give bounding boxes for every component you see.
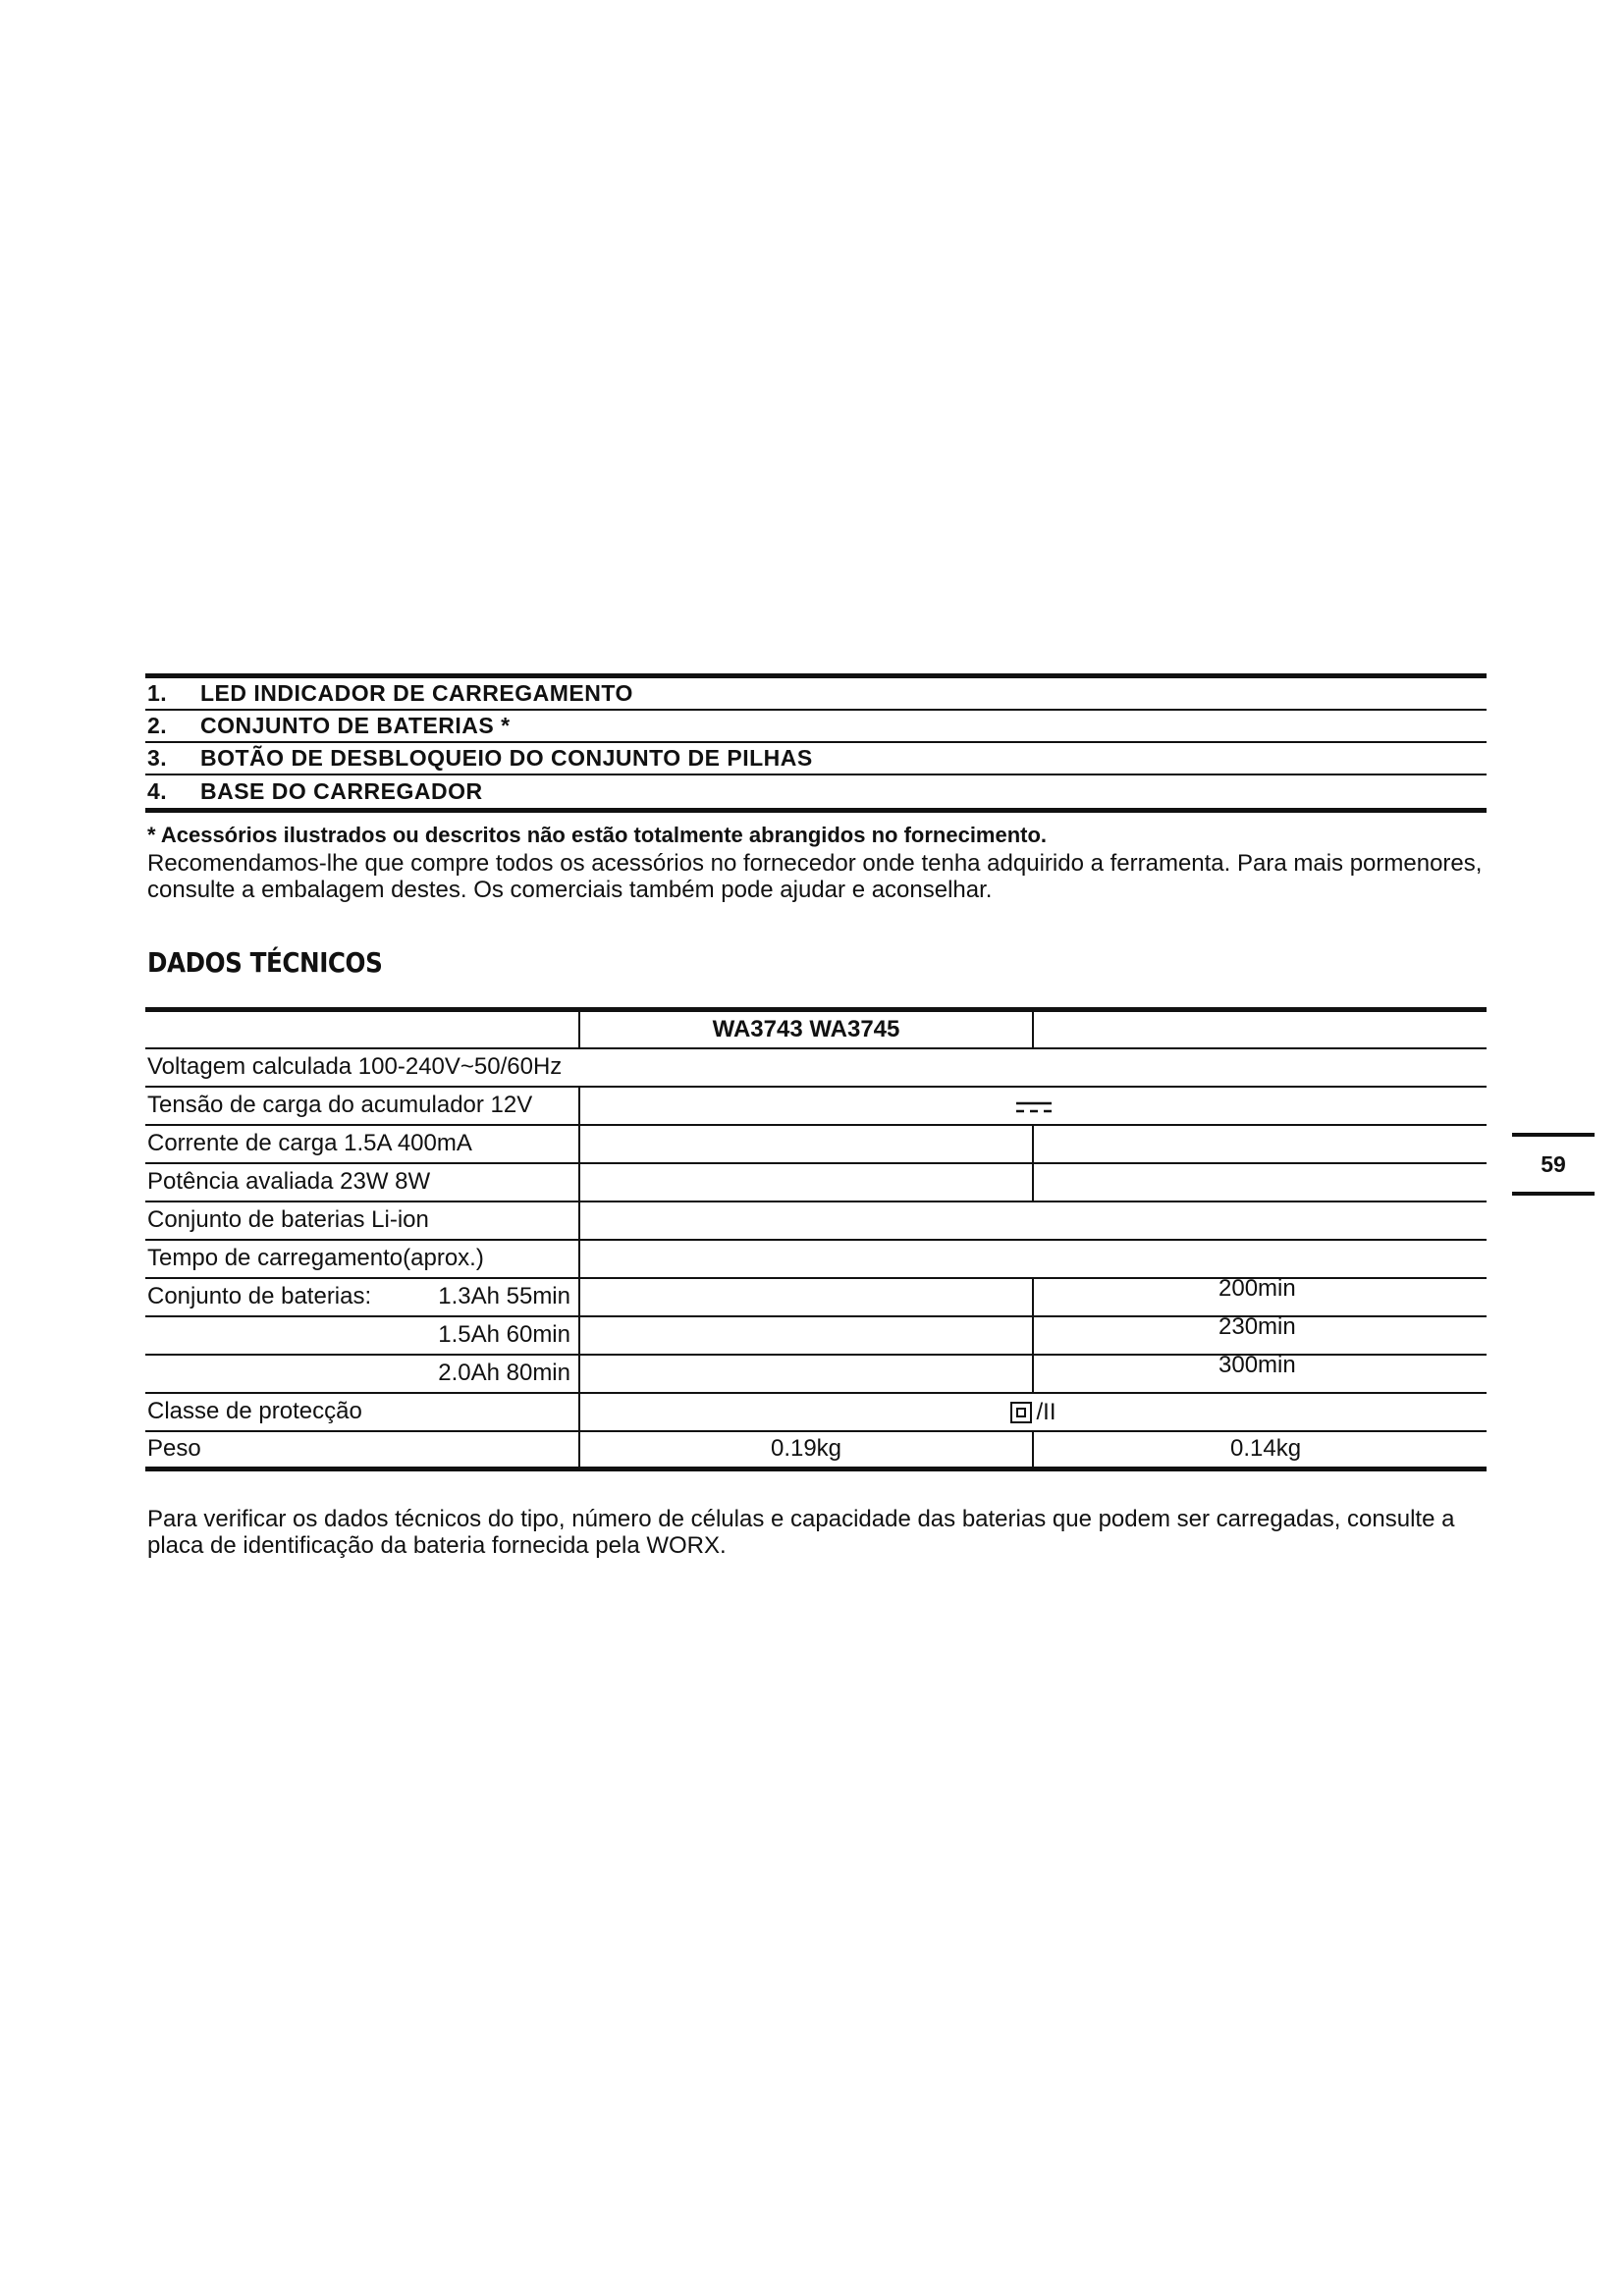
part-item	[145, 743, 1487, 775]
table-row	[145, 1240, 1487, 1278]
weight-value-1: 0.19kg	[579, 1431, 1033, 1469]
accessories-note: * Acessórios ilustrados ou descritos não estão totalmente abrangidos no fornecimento.	[147, 823, 1048, 847]
part-number: 4.	[147, 778, 168, 804]
charge-time-label: Tempo de carregamento(aprox.)	[145, 1240, 579, 1278]
table-row	[145, 1431, 1487, 1469]
table-row	[145, 1125, 1487, 1163]
part-item	[145, 711, 1487, 743]
dc-current-icon	[1016, 1100, 1052, 1114]
accessories-recommendation: Recomendamos-lhe que compre todos os acessórios no fornecedor onde tenha adquirido a ferramenta. Para mais pormenores, consulte a embalagem destes. Os comerciais também pode ajudar e aconselhar.	[147, 850, 1483, 903]
table-row	[145, 1201, 1487, 1240]
technical-data-table	[145, 1007, 1487, 1471]
page-number: 59	[1512, 1133, 1595, 1196]
models-header: WA3743 WA3745	[579, 1010, 1033, 1048]
table-row	[145, 1278, 1487, 1316]
part-item	[145, 678, 1487, 711]
dc-symbol-cell	[579, 1087, 1487, 1125]
table-row	[145, 1087, 1487, 1125]
battery-capacity-2: 1.5Ah 60min	[145, 1316, 579, 1355]
double-insulation-icon	[1010, 1402, 1032, 1423]
table-cell	[579, 1201, 1487, 1240]
protection-class-label: Classe de protecção	[145, 1393, 579, 1431]
part-label: LED INDICADOR DE CARREGAMENTO	[200, 680, 633, 706]
table-cell	[1033, 1163, 1487, 1201]
protection-class-cell	[579, 1393, 1487, 1431]
charge-time-2: 230min	[1218, 1313, 1296, 1340]
power-label: Potência avaliada 23W 8W	[145, 1163, 579, 1201]
charge-time-3: 300min	[1218, 1352, 1296, 1378]
batteries-label: Conjunto de baterias:	[147, 1283, 372, 1309]
battery-capacity-3: 2.0Ah 80min	[145, 1355, 579, 1393]
part-item	[145, 775, 1487, 808]
table-row	[145, 1010, 1487, 1048]
table-row	[145, 1355, 1487, 1393]
table-row	[145, 1163, 1487, 1201]
table-cell	[579, 1125, 1033, 1163]
charge-voltage-label: Tensão de carga do acumulador 12V	[145, 1087, 579, 1125]
part-number: 1.	[147, 680, 168, 706]
table-cell	[1033, 1313, 1487, 1355]
parts-list	[145, 673, 1487, 813]
table-cell	[1033, 1275, 1487, 1316]
weight-label: Peso	[145, 1431, 579, 1469]
table-cell	[579, 1163, 1033, 1201]
table-cell	[579, 1240, 1487, 1278]
protection-class-value: /II	[1036, 1398, 1056, 1425]
table-cell	[579, 1355, 1033, 1393]
table-cell	[579, 1316, 1033, 1355]
table-cell	[579, 1278, 1033, 1316]
section-heading: DADOS TÉCNICOS	[147, 946, 383, 979]
charge-time-1: 200min	[1218, 1275, 1296, 1302]
voltage-row: Voltagem calculada 100-240V~50/60Hz	[145, 1048, 1487, 1087]
table-cell	[1033, 1352, 1487, 1393]
battery-capacity-1: 1.3Ah 55min	[438, 1283, 570, 1309]
part-number: 3.	[147, 745, 168, 771]
table-row	[145, 1316, 1487, 1355]
weight-cell-2	[1033, 1431, 1487, 1469]
battery-info-note: Para verificar os dados técnicos do tipo, número de células e capacidade das baterias que podem ser carregadas, consulte a placa de identificação da bateria fornecida pela WORX.	[147, 1506, 1455, 1559]
table-cell	[1033, 1125, 1487, 1163]
battery-pack-label: Conjunto de baterias Li-ion	[145, 1201, 579, 1240]
table-cell	[145, 1010, 579, 1048]
weight-value-2: 0.14kg	[1230, 1435, 1302, 1463]
charge-current-label: Corrente de carga 1.5A 400mA	[145, 1125, 579, 1163]
part-label: BASE DO CARREGADOR	[200, 778, 483, 804]
table-row	[145, 1048, 1487, 1087]
table-row	[145, 1393, 1487, 1431]
part-label: CONJUNTO DE BATERIAS *	[200, 713, 511, 738]
part-label: BOTÃO DE DESBLOQUEIO DO CONJUNTO DE PILHAS	[200, 745, 813, 771]
part-number: 2.	[147, 713, 168, 738]
battery-row-label	[145, 1278, 579, 1316]
table-cell	[1033, 1010, 1487, 1048]
